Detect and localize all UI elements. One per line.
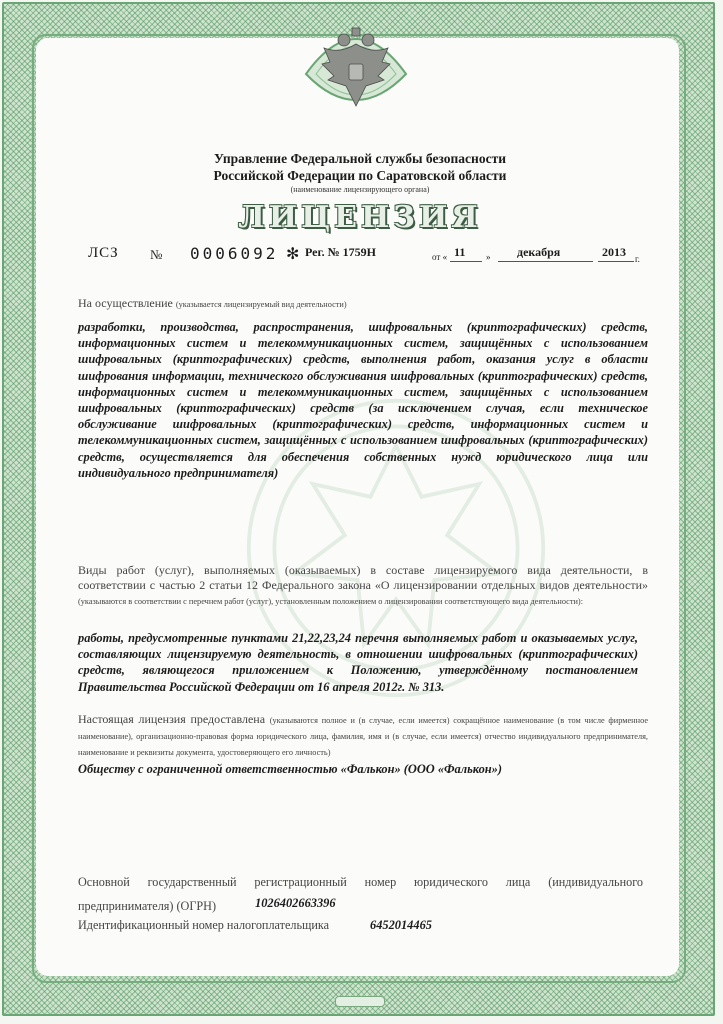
star-icon: ✻ bbox=[286, 246, 300, 263]
activity-label-block bbox=[78, 296, 648, 312]
ogrn-label: Основной государственный регистрационный номер юридического лица (индивидуального предпринимателя) (ОГРН) bbox=[78, 875, 643, 913]
day-underline bbox=[450, 261, 482, 262]
activity-label-note: (указывается лицензируемый вид деятельности) bbox=[175, 300, 347, 309]
coat-of-arms-emblem-icon bbox=[300, 14, 412, 124]
issue-year: 2013 bbox=[602, 245, 626, 259]
issue-month: декабря bbox=[517, 245, 561, 259]
year-suffix: г. bbox=[635, 254, 640, 264]
works-text: работы, предусмотренные пунктами 21,22,23,24 перечня выполняемых работ и оказываемых услуг, составляющих лицензируемую деятельность, в отношении шифровальных (криптографических) средств, являющегося приложением к Положению, утверждённому постановлением Правительства Российской Федерации от 16 апреля 2012г. № 313. bbox=[78, 631, 638, 694]
works-label: Виды работ (услуг), выполняемых (оказываемых) в составе лицензируемого вида деятельности, в соответствии с частью 2 статьи 12 Федерального закона «О лицензировании отдельных видов деятельности» bbox=[78, 563, 648, 592]
issue-day: 11 bbox=[454, 245, 466, 259]
licensing-authority bbox=[60, 150, 660, 195]
license-series: ЛСЗ bbox=[88, 245, 119, 261]
activity-label: На осуществление bbox=[78, 296, 173, 310]
ogrn-value: 1026402663396 bbox=[255, 896, 336, 910]
printer-mark bbox=[335, 996, 385, 1007]
year-underline bbox=[598, 261, 634, 262]
works-label-block bbox=[78, 563, 648, 609]
registration-number: Рег. № 1759Н bbox=[305, 245, 376, 259]
inn-label: Идентификационный номер налогоплательщика bbox=[78, 918, 330, 932]
month-underline bbox=[498, 261, 593, 262]
authority-note: (наименование лицензирующего органа) bbox=[290, 185, 430, 194]
license-number: 0006092 bbox=[190, 244, 279, 263]
granted-label: Настоящая лицензия предоставлена bbox=[78, 712, 266, 726]
document-title: ЛИЦЕНЗИЯ bbox=[238, 200, 482, 235]
date-prefix: от « bbox=[432, 252, 448, 262]
number-sign: № bbox=[150, 247, 163, 262]
authority-line-2: Российской Федерации по Саратовской области bbox=[213, 168, 507, 183]
granted-label-block bbox=[78, 712, 648, 760]
licensed-activity-text: разработки, производства, распространения, шифровальных (криптографических) средств, информационных систем и телекоммуникационных систем, защищённых с использованием шифровальных (криптографических) средств, выполнения работ, оказания услуг в области шифрования информации, технического обслуживания шифровальных (криптографических) средств, информационных систем и телекоммуникационных систем, защищённых с использованием шифровальных (криптографических) средств (за исключением случая, если техническое обслуживание шифровальных (криптографических) средств, информационных систем и телекоммуникационных систем, защищённых с использованием шифровальных (криптографических) средств, осуществляется для обеспечения собственных нужд юридического лица или индивидуального предпринимателя) bbox=[78, 320, 648, 480]
works-label-note: (указываются в соответствии с перечнем работ (услуг), установленным положением о лицензировании соответствующего вида деятельности): bbox=[78, 597, 584, 606]
licensee-name: Обществу с ограниченной ответственностью «Фалькон» (ООО «Фалькон») bbox=[78, 762, 502, 776]
granted-label-note: (указываются полное и (в случае, если имеется) сокращённое наименование (в том числе фирменное наименование), организационно-правовая форма юридического лица, фамилия, имя и (в случае, если имеется) отчество индивидуального предпринимателя, наименование и реквизиты документа, удостоверяющего его личность) bbox=[78, 716, 648, 757]
date-quote-close: » bbox=[486, 252, 491, 262]
inn-value: 6452014465 bbox=[370, 918, 432, 932]
authority-line-1: Управление Федеральной службы безопасности bbox=[214, 151, 506, 166]
registration-line bbox=[88, 245, 648, 269]
